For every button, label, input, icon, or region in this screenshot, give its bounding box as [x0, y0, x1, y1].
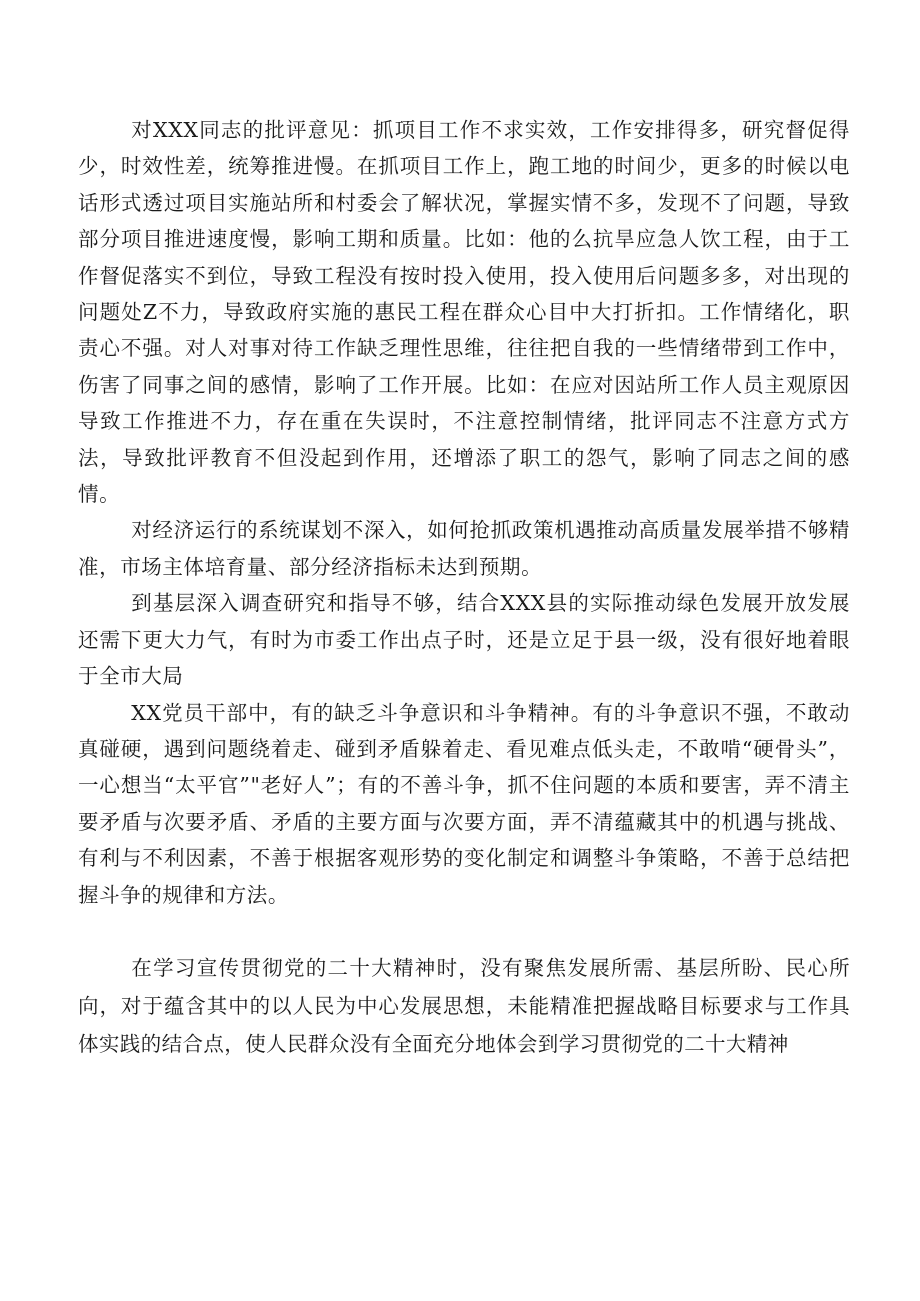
- paragraph-grassroots-research: 到基层深入调查研究和指导不够，结合XXX县的实际推动绿色发展开放发展还需下更大力气，有时为市委工作出点子时，还是立足于县一级，没有很好地着眼于全市大局: [78, 591, 850, 689]
- paragraph-struggle-spirit: XX党员干部中，有的缺乏斗争意识和斗争精神。有的斗争意识不强，不敢动真碰硬，遇到问题绕着走、碰到矛盾躲着走、看见难点低头走，不敢啃“硬骨头”，一心想当“太平官”"老好人”；有的不善斗争，抓不住问题的本质和要害，弄不清主要矛盾与次要矛盾、矛盾的主要方面与次要方面，弄不清蕴藏其中的机遇与挑战、有利与不利因素，不善于根据客观形势的变化制定和调整斗争策略，不善于总结把握斗争的规律和方法。: [78, 700, 850, 907]
- paragraph-twentieth-congress-study: 在学习宣传贯彻党的二十大精神时，没有聚焦发展所需、基层所盼、民心所向，对于蕴含其中的以人民为中心发展思想，未能精准把握战略目标要求与工作具体实践的结合点，使人民群众没有全面充分地体会到学习贯彻党的二十大精神: [78, 955, 850, 1056]
- paragraph-criticism-opinion: 对XXX同志的批评意见：抓项目工作不求实效，工作安排得多，研究督促得少，时效性差，统筹推进慢。在抓项目工作上，跑工地的时间少，更多的时候以电话形式透过项目实施站所和村委会了解状况，掌握实情不多，发现不了问题，导致部分项目推进速度慢，影响工期和质量。比如：他的么抗旱应急人饮工程，由于工作督促落实不到位，导致工程没有按时投入使用，投入使用后问题多多，对出现的问题处Z不力，导致政府实施的惠民工程在群众心目中大打折扣。工作情绪化，职责心不强。对人对事对待工作缺乏理性思维，往往把自我的一些情绪带到工作中，伤害了同事之间的感情，影响了工作开展。比如：在应对因站所工作人员主观原因导致工作推进不力，存在重在失误时，不注意控制情绪，批评同志不注意方式方法，导致批评教育不但没起到作用，还增添了职工的怨气，影响了同志之间的感情。: [78, 118, 850, 507]
- paragraph-economic-planning: 对经济运行的系统谋划不深入，如何抢抓政策机遇推动高质量发展举措不够精准，市场主体培育量、部分经济指标未达到预期。: [78, 518, 850, 579]
- document-body: [78, 112, 850, 1063]
